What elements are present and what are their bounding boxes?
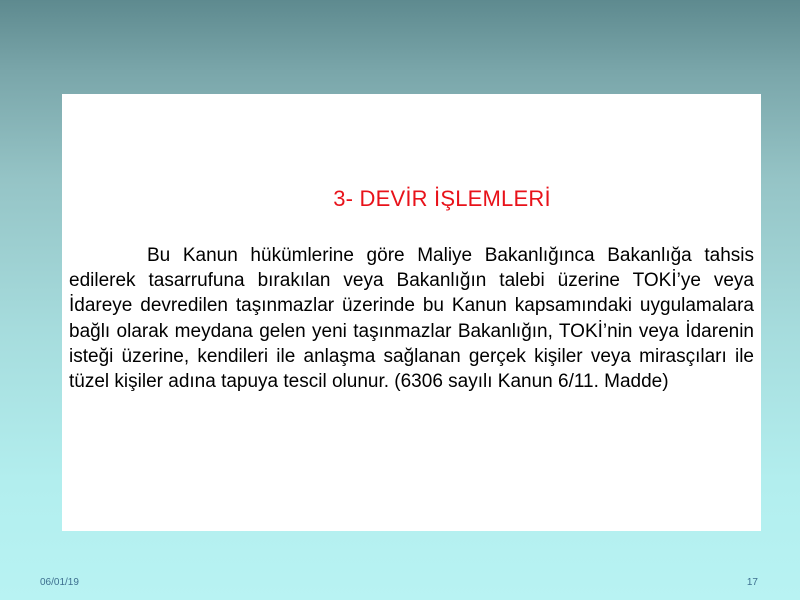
footer-date: 06/01/19 [40, 577, 79, 588]
slide-title: 3- DEVİR İŞLEMLERİ [333, 186, 551, 211]
page-number: 17 [746, 577, 758, 588]
body-paragraph: Bu Kanun hükümlerine göre Maliye Bakanlığınca Bakanlığa tahsis edilerek tasarrufuna bırakılan veya Bakanlığın talebi üzerine TOKİ’ye veya İdareye devredilen taşınmazlar üzerinde bu Kanun kapsamındaki uygulamalara bağlı olarak meydana gelen yeni taşınmazlar Bakanlığın, TOKİ’nin veya İdarenin isteği üzerine, kendileri ile anlaşma sağlanan gerçek kişiler veya mirasçıları ile tüzel kişiler adına tapuya tescil olunur. (6306 sayılı Kanun 6/11. Madde) [69, 245, 754, 393]
